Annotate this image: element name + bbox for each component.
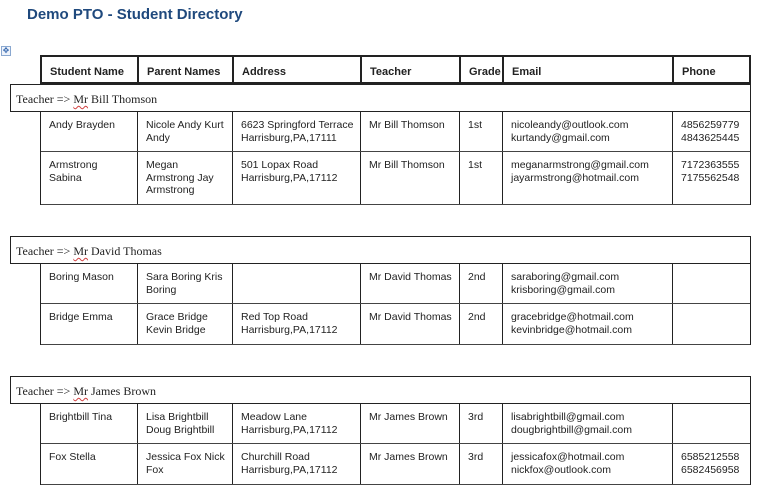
teacher-name: David Thomas <box>88 244 162 258</box>
group-prefix: Teacher => <box>16 92 74 106</box>
teacher-group-david-thomas <box>10 236 751 345</box>
table-row <box>41 264 750 304</box>
group-header <box>10 236 751 264</box>
grade-cell[interactable]: 2nd <box>460 264 503 303</box>
address-line1: Churchill Road <box>241 451 310 463</box>
column-header-teacher: Teacher <box>362 57 461 82</box>
column-header-address: Address <box>234 57 362 82</box>
email-1: jessicafox@hotmail.com <box>511 451 625 463</box>
teacher-group-james-brown <box>10 376 751 485</box>
teacher-cell[interactable]: Mr Bill Thomson <box>361 152 460 204</box>
address-line1: 501 Lopax Road <box>241 159 319 171</box>
table-row <box>41 404 750 444</box>
student-name-cell[interactable]: Andy Brayden <box>41 112 138 151</box>
column-header-phone: Phone <box>682 66 716 78</box>
address-line2: Harrisburg,PA,17112 <box>241 463 338 476</box>
teacher-cell[interactable]: Mr David Thomas <box>361 304 460 344</box>
column-header-grade: Grade <box>461 57 504 82</box>
group-prefix: Teacher => <box>16 244 74 258</box>
phone-1: 7172363555 <box>681 159 740 171</box>
email-cell[interactable] <box>503 444 673 484</box>
table-row <box>41 304 750 345</box>
phone-cell[interactable] <box>673 404 750 443</box>
email-2: krisboring@gmail.com <box>511 283 616 296</box>
table-row <box>41 444 750 485</box>
email-2: nickfox@outlook.com <box>511 463 611 476</box>
email-1: saraboring@gmail.com <box>511 271 620 283</box>
phone-cell[interactable] <box>673 304 750 344</box>
column-header-student-name: Student Name <box>42 57 139 82</box>
teacher-name: Bill Thomson <box>88 92 158 106</box>
email-2: dougbrightbill@gmail.com <box>511 423 632 436</box>
email-2: kurtandy@gmail.com <box>511 131 610 144</box>
address-line2: Harrisburg,PA,17112 <box>241 323 338 336</box>
group-header <box>10 376 751 404</box>
teacher-title: Mr <box>73 244 88 258</box>
parent-names-cell[interactable]: Grace Bridge Kevin Bridge <box>138 304 233 344</box>
teacher-title: Mr <box>73 384 88 398</box>
address-cell[interactable] <box>233 152 361 204</box>
student-name-cell[interactable]: Boring Mason <box>41 264 138 303</box>
table-row <box>41 112 750 152</box>
email-2: kevinbridge@hotmail.com <box>511 323 632 336</box>
table-header-row <box>40 55 751 84</box>
address-line1: 6623 Springford Terrace <box>241 119 354 131</box>
teacher-name: James Brown <box>88 384 156 398</box>
parent-names-cell[interactable]: Lisa Brightbill Doug Brightbill <box>138 404 233 443</box>
phone-cell[interactable] <box>673 112 750 151</box>
teacher-group-bill-thomson <box>10 84 751 205</box>
email-cell[interactable] <box>503 404 673 443</box>
student-name-cell[interactable]: Fox Stella <box>41 444 138 484</box>
teacher-cell[interactable]: Mr David Thomas <box>361 264 460 303</box>
group-prefix: Teacher => <box>16 384 74 398</box>
parent-names-cell[interactable]: Jessica Fox Nick Fox <box>138 444 233 484</box>
address-line2: Harrisburg,PA,17112 <box>241 171 338 184</box>
table-row <box>41 152 750 205</box>
phone-2: 4843625445 <box>681 131 740 144</box>
grade-cell[interactable]: 3rd <box>460 444 503 484</box>
phone-1: 4856259779 <box>681 119 740 131</box>
email-cell[interactable] <box>503 112 673 151</box>
parent-names-cell[interactable]: Megan Armstrong Jay Armstrong <box>138 152 233 204</box>
address-line2: Harrisburg,PA,17112 <box>241 423 338 436</box>
grade-cell[interactable]: 1st <box>460 112 503 151</box>
student-name-cell[interactable]: Brightbill Tina <box>41 404 138 443</box>
document-title: Demo PTO - Student Directory <box>27 6 243 23</box>
email-1: nicoleandy@outlook.com <box>511 119 629 131</box>
address-cell[interactable] <box>233 264 361 303</box>
move-arrows-icon[interactable]: ✥ <box>2 46 10 55</box>
phone-2: 7175562548 <box>681 171 740 184</box>
address-line2: Harrisburg,PA,17111 <box>241 131 337 144</box>
teacher-title: Mr <box>73 92 88 106</box>
grade-cell[interactable]: 3rd <box>460 404 503 443</box>
column-header-parent-names: Parent Names <box>139 57 234 82</box>
email-2: jayarmstrong@hotmail.com <box>511 171 639 184</box>
teacher-cell[interactable]: Mr James Brown <box>361 444 460 484</box>
grade-cell[interactable]: 2nd <box>460 304 503 344</box>
column-header-email: Email <box>504 57 674 82</box>
grade-cell[interactable]: 1st <box>460 152 503 204</box>
parent-names-cell[interactable]: Nicole Andy Kurt Andy <box>138 112 233 151</box>
address-cell[interactable] <box>233 404 361 443</box>
phone-cell[interactable] <box>673 152 750 204</box>
phone-1: 6585212558 <box>681 451 740 463</box>
address-line1: Meadow Lane <box>241 411 307 423</box>
parent-names-cell[interactable]: Sara Boring Kris Boring <box>138 264 233 303</box>
phone-2: 6582456958 <box>681 463 740 476</box>
phone-cell[interactable] <box>673 444 750 484</box>
email-1: lisabrightbill@gmail.com <box>511 411 625 423</box>
email-cell[interactable] <box>503 304 673 344</box>
address-cell[interactable] <box>233 304 361 344</box>
student-name-cell[interactable]: Bridge Emma <box>41 304 138 344</box>
email-1: meganarmstrong@gmail.com <box>511 159 649 171</box>
teacher-cell[interactable]: Mr Bill Thomson <box>361 112 460 151</box>
group-header <box>10 84 751 112</box>
email-cell[interactable] <box>503 152 673 204</box>
email-cell[interactable] <box>503 264 673 303</box>
address-cell[interactable] <box>233 444 361 484</box>
phone-cell[interactable] <box>673 264 750 303</box>
teacher-cell[interactable]: Mr James Brown <box>361 404 460 443</box>
email-1: gracebridge@hotmail.com <box>511 311 634 323</box>
address-cell[interactable] <box>233 112 361 151</box>
address-line1: Red Top Road <box>241 311 308 323</box>
student-name-cell[interactable]: Armstrong Sabina <box>41 152 138 204</box>
